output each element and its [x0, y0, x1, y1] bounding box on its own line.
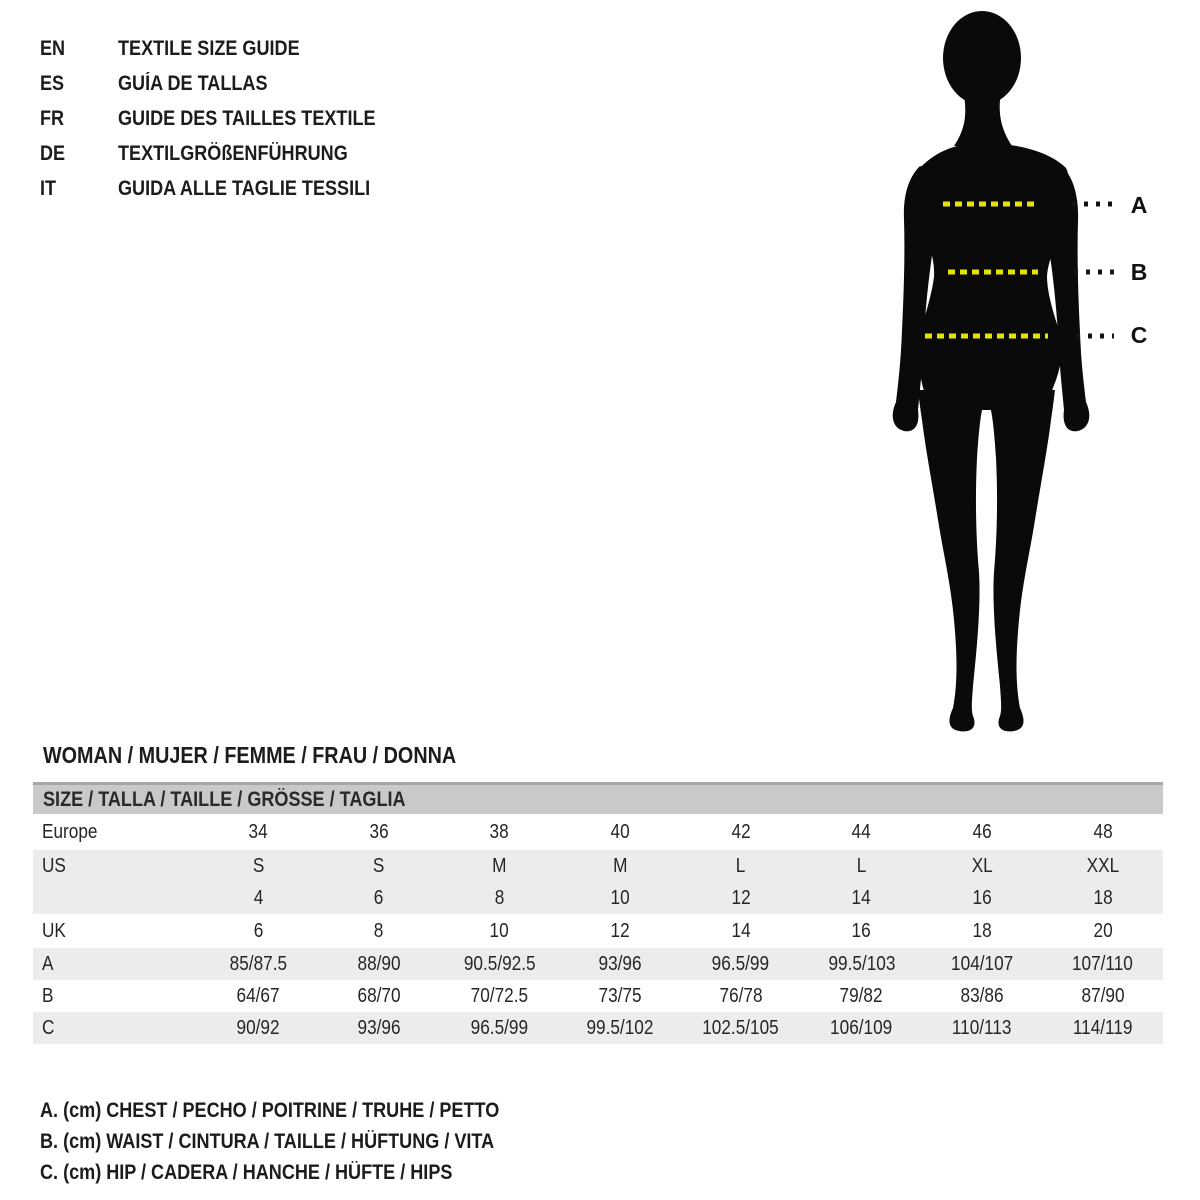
table-cell: 20 [1093, 919, 1113, 942]
table-cell: XXL [1086, 854, 1119, 877]
woman-silhouette-figure [860, 0, 1200, 740]
table-cell: 4 [253, 886, 264, 909]
lang-label-fr: GUIDE DES TAILLES TEXTILE [118, 106, 376, 130]
size-table-header [33, 782, 1163, 814]
lang-row-fr [40, 101, 417, 136]
table-cell: 104/107 [950, 952, 1014, 975]
table-cell: 10 [489, 919, 510, 942]
table-cell: 6 [374, 886, 384, 909]
row-label [33, 882, 198, 914]
table-cell: 6 [253, 919, 264, 942]
lang-code-en: EN [40, 36, 66, 60]
table-cell: 99.5/103 [827, 952, 895, 975]
table-cell: 16 [972, 886, 992, 909]
table-cell: 34 [248, 820, 268, 843]
table-cell: 8 [494, 886, 505, 909]
row-label: Europe [42, 820, 98, 843]
table-cell: 79/82 [839, 984, 883, 1007]
table-cell: 48 [1093, 820, 1113, 843]
table-cell: 93/96 [598, 952, 642, 975]
language-title-block [40, 31, 417, 206]
table-cell: S [373, 854, 385, 877]
table-cell: S [252, 854, 265, 877]
table-cell: 8 [374, 919, 384, 942]
marker-label-b: B [1130, 259, 1148, 285]
lang-row-de [40, 136, 417, 171]
lang-row-it [40, 171, 417, 206]
row-label: US [42, 854, 66, 877]
table-cell: 107/110 [1072, 952, 1134, 975]
size-table-header-text: SIZE / TALLA / TAILLE / GRÖSSE / TAGLIA [43, 787, 406, 811]
table-cell: 12 [610, 919, 630, 942]
table-cell: 114/119 [1072, 1016, 1133, 1039]
lang-row-en [40, 31, 417, 66]
row-label: UK [42, 919, 66, 942]
table-cell: 10 [610, 886, 630, 909]
table-cell: 16 [851, 919, 872, 942]
table-row-us-letters [33, 850, 1163, 882]
lang-label-es: GUÍA DE TALLAS [118, 71, 268, 95]
table-cell: 90/92 [236, 1016, 280, 1039]
table-cell: 106/109 [830, 1016, 893, 1039]
table-cell: 42 [731, 820, 751, 843]
table-cell: 36 [369, 820, 389, 843]
table-cell: 44 [851, 820, 872, 843]
legend-row-hip: C. (cm) HIP / CADERA / HANCHE / HÜFTE / HIPS [40, 1161, 453, 1184]
woman-silhouette [893, 11, 1090, 731]
legend-row-waist: B. (cm) WAIST / CINTURA / TAILLE / HÜFTUNG / VITA [40, 1130, 495, 1153]
lang-code-de: DE [40, 141, 66, 165]
table-cell: 14 [731, 919, 751, 942]
table-cell: 76/78 [719, 984, 763, 1007]
lang-code-es: ES [40, 71, 65, 95]
table-cell: XL [971, 854, 993, 877]
table-row-uk [33, 914, 1163, 948]
table-row-hip-c [33, 1012, 1163, 1044]
table-cell: 83/86 [960, 984, 1004, 1007]
row-label: C [42, 1016, 55, 1039]
lang-label-it: GUIDA ALLE TAGLIE TESSILI [118, 176, 371, 200]
table-cell: 18 [972, 919, 992, 942]
table-cell: 110/113 [952, 1016, 1012, 1039]
table-cell: M [492, 854, 507, 877]
table-cell: 12 [731, 886, 751, 909]
marker-label-a: A [1130, 192, 1148, 218]
table-cell: 14 [851, 886, 872, 909]
table-cell: 93/96 [357, 1016, 401, 1039]
table-cell: 90.5/92.5 [463, 952, 536, 975]
lang-label-de: TEXTILGRÖßENFÜHRUNG [118, 141, 348, 165]
table-cell: 88/90 [357, 952, 401, 975]
silhouette-left-leg [918, 390, 986, 731]
table-row-chest-a [33, 948, 1163, 980]
table-cell: 68/70 [357, 984, 401, 1007]
table-cell: 46 [972, 820, 992, 843]
table-cell: 40 [610, 820, 630, 843]
section-title-woman [43, 742, 523, 769]
measurement-legend [40, 1095, 574, 1188]
table-cell: 70/72.5 [470, 984, 529, 1007]
legend-row-chest: A. (cm) CHEST / PECHO / POITRINE / TRUHE / PETTO [40, 1099, 500, 1122]
table-cell: 87/90 [1081, 984, 1125, 1007]
table-cell: 85/87.5 [229, 952, 288, 975]
silhouette-right-leg [987, 390, 1055, 731]
table-cell: 96.5/99 [470, 1016, 529, 1039]
marker-label-c: C [1130, 322, 1148, 348]
table-cell: 64/67 [236, 984, 280, 1007]
size-table [33, 782, 1163, 1044]
table-cell: L [736, 854, 746, 877]
table-cell: 38 [489, 820, 510, 843]
table-cell: 96.5/99 [712, 952, 770, 975]
table-cell: 18 [1093, 886, 1113, 909]
row-label: B [42, 984, 54, 1007]
table-row-us-numbers [33, 882, 1163, 914]
row-label: A [42, 952, 54, 975]
table-cell: L [856, 854, 867, 877]
lang-label-en: TEXTILE SIZE GUIDE [118, 36, 300, 60]
lang-code-fr: FR [40, 106, 65, 130]
table-row-europe [33, 814, 1163, 850]
table-cell: 73/75 [598, 984, 642, 1007]
lang-row-es [40, 66, 417, 101]
table-cell: M [613, 854, 628, 877]
lang-code-it: IT [40, 176, 57, 200]
table-row-waist-b [33, 980, 1163, 1012]
table-cell: 102.5/105 [702, 1016, 780, 1039]
section-title-text: WOMAN / MUJER / FEMME / FRAU / DONNA [43, 742, 457, 768]
table-cell: 99.5/102 [586, 1016, 654, 1039]
